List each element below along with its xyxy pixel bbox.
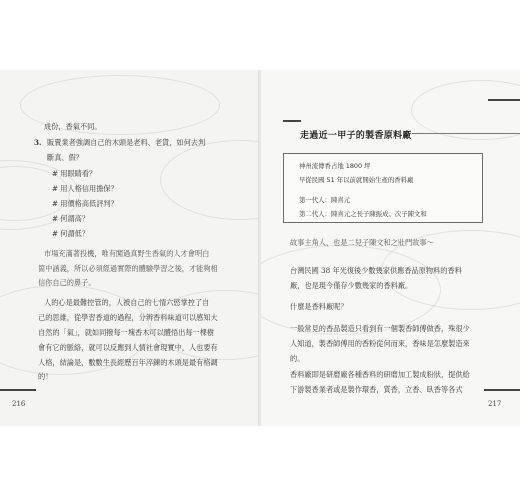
text-line: # 用價格高低評判？ [52,199,118,208]
text-line: 信你自己的鼻子。 [38,278,96,287]
text-line: 斷真、假？ [47,153,83,162]
text-line: 市場充滿著投機，唯有闖過真野生香氣的人才會明白 [44,249,210,258]
page-edge-rule [0,389,36,391]
text-line: 會有它的脈絡，就可以反應到人情社會現實中，人也要有 [38,343,218,352]
heading-rule [283,120,301,122]
text-line: 箇中涵義，所以必須經過實際的體驗學習之後，才能夠相 [38,264,218,273]
text-line: 己的思維，從學習香道的過程，分辨香料味道可以感知大 [38,313,218,322]
text-line: 人格，結論是，數數生長經歷百年淬鍊的木頭是最有格調 [38,358,218,367]
text-line: 一般常見的香品製造只看到有一個製香師傅做香，殊很少 [290,324,470,333]
text-line: 的！ [38,372,53,381]
text-line: 香料廠即是研磨廠各種香料的研磨加工製成粉狀，提供給 [290,370,470,379]
page-number-left: 216 [12,400,26,408]
background-swirl [411,80,520,140]
text-line: 人的心是最難控管的，人被自己的七情六慾掌控了自 [44,298,210,307]
info-line: 第一代人：陳喜元 [299,196,351,204]
text-line: 廠，也是現今僅存少數幾家的香料廠。 [290,281,413,290]
page-edge-rule [488,99,520,101]
text-line: 台灣民國 38 年光復後少數幾家供應香品原物料的香料 [290,266,462,275]
background-swirl [160,140,259,220]
text-line: # 用眼睛看？ [52,169,97,178]
intro-text: 故事主角人，也是二兒子陳文和之壯門故事～ [290,238,434,247]
info-line: 早從民國 51 年以前就開始生產的香料廠 [299,176,414,184]
text-line: 販賣業者強調自己的木頭是老料、老貨，如何去判 [47,138,206,147]
text-line: 下游製香業者或是製作環香，質香，立香、臥香等各式 [290,385,463,394]
text-line: 成份，香氣不同。 [44,122,102,131]
text-line: # 用人格信用擔保？ [52,184,118,193]
subheading: 什麼是香料廠呢？ [290,302,348,311]
item-number: 3. [34,138,42,147]
info-line: 神州流傳香占地 1800 坪 [299,162,371,170]
text-line: # 何謂低？ [52,229,90,238]
heading-underline [412,133,520,134]
text-line: # 何謂高？ [52,214,90,223]
text-line: 自然的「氣」，就如同撥每一塊香木可以體悟出每一棵樹 [38,328,215,337]
page-number-right: 217 [488,400,502,408]
info-line: 第二代人：陳喜元之長子陳振成；次子陳文和 [299,210,427,218]
page-edge-rule [484,389,520,391]
section-heading: 走過近一甲子的製香原料廠 [300,131,412,141]
text-line: 的。 [290,354,305,363]
info-box [283,153,483,223]
text-line: 人知道，製香師傅用的香粉從何而來，香味是怎麼製造來 [290,339,470,348]
